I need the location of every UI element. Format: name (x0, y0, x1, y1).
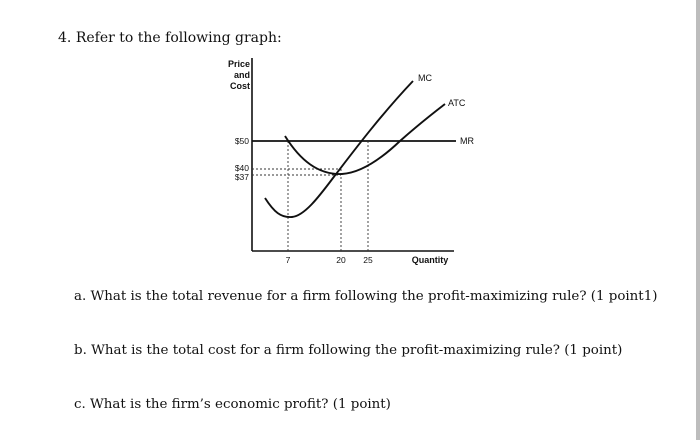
x-tick-label: 20 (336, 255, 346, 265)
part-b (74, 343, 622, 358)
atc-label: ATC (448, 98, 466, 108)
y-tick-label: $40 (234, 163, 249, 173)
part-a-text: What is the total revenue for a firm following the profit-maximizing rule? (1 point1) (90, 289, 658, 304)
x-tick-label: 7 (285, 255, 291, 265)
part-c (74, 397, 391, 412)
question-number: 4. (58, 30, 72, 46)
part-c-text: What is the firm’s economic profit? (1 point) (90, 397, 391, 412)
y-axis-label-line-3: Cost (230, 81, 250, 91)
part-b-label: b. (74, 343, 87, 358)
y-tick-label: $50 (234, 136, 249, 146)
x-axis-label: Quantity (411, 255, 449, 265)
mr-label: MR (460, 136, 474, 146)
question-prompt: Refer to the following graph: (75, 30, 282, 46)
y-tick-label: $37 (234, 172, 249, 182)
atc-curve (285, 104, 445, 174)
x-tick-label: 25 (363, 255, 373, 265)
y-axis-label-line-1: Price (227, 59, 250, 69)
y-axis-label-line-2: and (233, 70, 250, 80)
part-c-label: c. (74, 397, 86, 412)
part-b-text: What is the total cost for a firm following the profit-maximizing rule? (1 point) (91, 343, 623, 358)
part-a (74, 289, 657, 304)
part-a-label: a. (74, 289, 87, 304)
mc-label: MC (418, 73, 432, 83)
